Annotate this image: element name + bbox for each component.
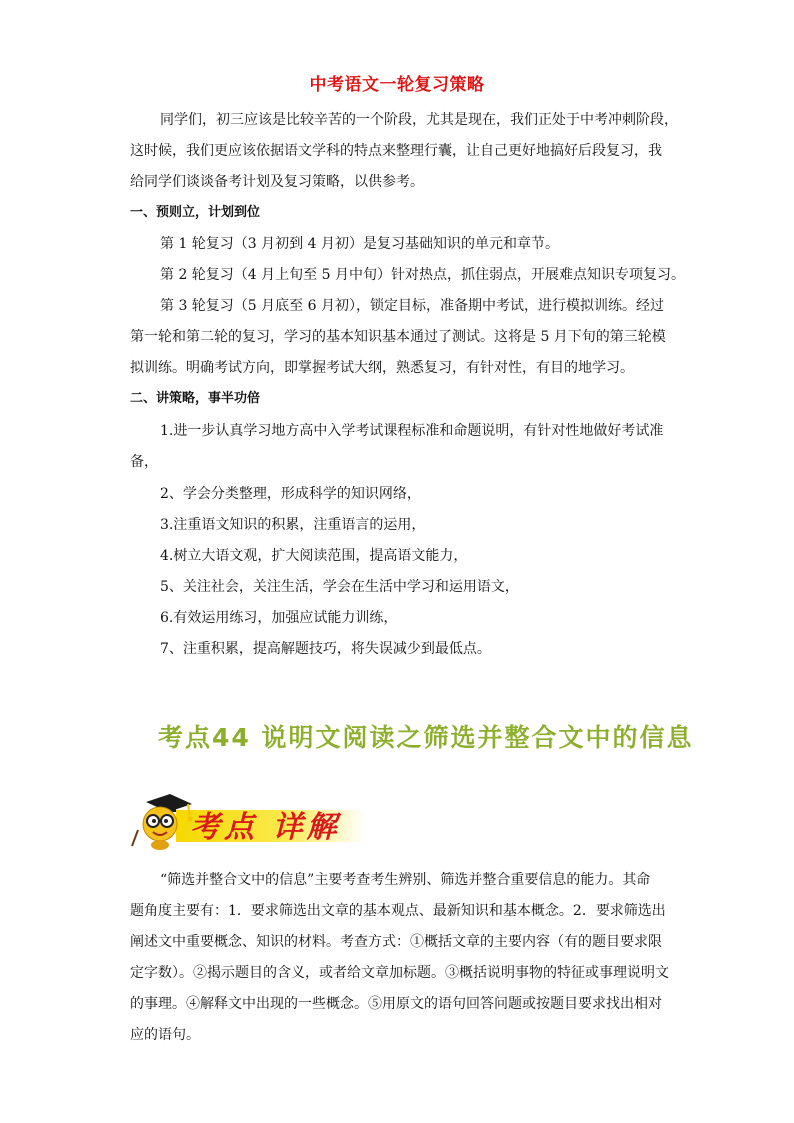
- detail-line-2: 题角度主要有：1．要求筛选出文章的基本观点、最新知识和基本概念。2．要求筛选出: [130, 903, 666, 919]
- kaodian-banner: [130, 790, 370, 850]
- detail-line-4: 定字数）。②揭示题目的含义，或者给文章加标题。③概括说明事物的特征或事理说明文: [130, 965, 669, 981]
- section2-line-3: 2、学会分类整理，形成科学的知识网络，: [160, 486, 421, 502]
- section2-line-7: 6.有效运用练习，加强应试能力训练，: [160, 610, 398, 626]
- cartoon-graduate-icon: [130, 790, 194, 850]
- section1-line-2: 第 2 轮复习（4 月上旬至 5 月中旬）针对热点，抓住弱点，开展难点知识专项复习。: [160, 267, 685, 283]
- detail-line-1: “筛选并整合文中的信息”主要考查考生辨别、筛选并整合重要信息的能力。其命: [160, 872, 651, 888]
- kaodian-title: 考点44 说明文阅读之筛选并整合文中的信息: [158, 723, 694, 752]
- section2-line-5: 4.树立大语文观，扩大阅读范围，提高语文能力，: [160, 548, 468, 564]
- detail-line-6: 应的语句。: [130, 1027, 200, 1043]
- banner-text: 考点 详解: [190, 810, 341, 845]
- detail-line-5: 的事理。④解释文中出现的一些概念。⑤用原文的语句回答问题或按题目要求找出相对: [130, 996, 662, 1012]
- section2-line-4: 3.注重语文知识的积累，注重语言的运用，: [160, 517, 426, 533]
- section1-line-3: 第 3 轮复习（5 月底至 6 月初），锁定目标，准备期中考试，进行模拟训练。经过: [160, 298, 664, 314]
- section1-line-5: 拟训练。明确考试方向，即掌握考试大纲，熟悉复习，有针对性，有目的地学习。: [130, 360, 634, 376]
- intro-line-3: 给同学们谈谈备考计划及复习策略，以供参考。: [130, 174, 424, 190]
- section1-line-1: 第 1 轮复习（3 月初到 4 月初）是复习基础知识的单元和章节。: [160, 236, 559, 252]
- section2-line-8: 7、注重积累，提高解题技巧，将失误减少到最低点。: [160, 641, 491, 657]
- section2-line-2: 备，: [130, 454, 158, 470]
- document-title: 中考语文一轮复习策略: [309, 75, 485, 95]
- section1-line-4: 第一轮和第二轮的复习，学习的基本知识基本通过了测试。这将是 5 月下旬的第三轮模: [130, 329, 666, 345]
- section2-line-6: 5、关注社会，关注生活，学会在生活中学习和运用语文，: [160, 579, 519, 595]
- section2-heading: 二、讲策略，事半功倍: [130, 391, 261, 406]
- section2-line-1: 1.进一步认真学习地方高中入学考试课程标准和命题说明，有针对性地做好考试准: [160, 423, 664, 439]
- intro-line-2: 这时候，我们更应该依据语文学科的特点来整理行囊，让自己更好地搞好后段复习，我: [130, 143, 662, 159]
- section1-heading: 一、预则立，计划到位: [130, 205, 261, 220]
- intro-line-1: 同学们，初三应该是比较辛苦的一个阶段，尤其是现在，我们正处于中考冲刺阶段，: [160, 112, 678, 128]
- detail-line-3: 阐述文中重要概念、知识的材料。考查方式：①概括文章的主要内容（有的题目要求限: [130, 934, 662, 950]
